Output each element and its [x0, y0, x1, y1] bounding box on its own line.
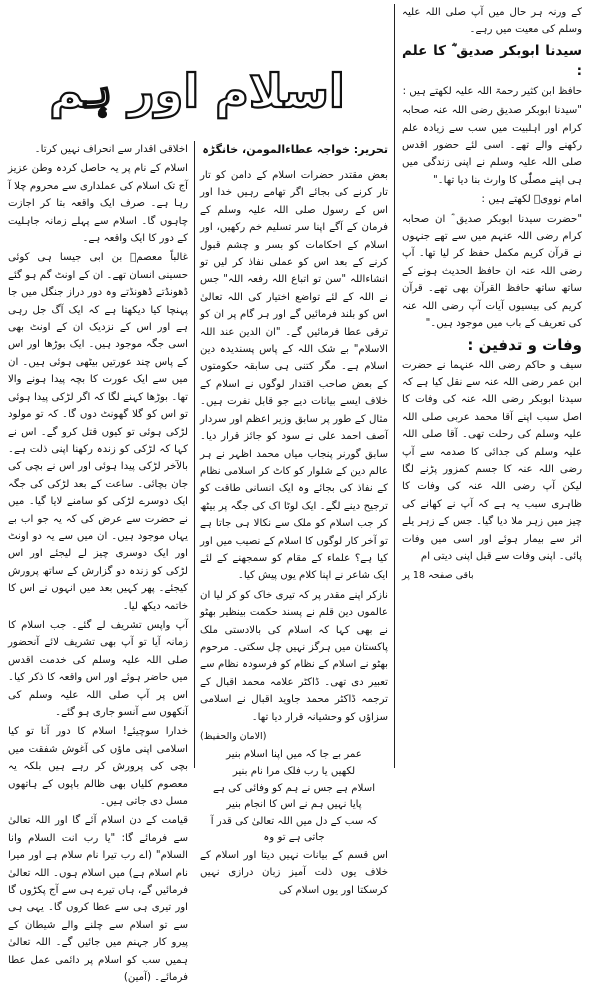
- poem-line: اسلام ہے جس نے ہم کو وفائی کی ہے: [212, 782, 376, 794]
- paragraph: بعض مقتدر حضرات اسلام کے دامن کو تار تار کرنے کی بجائے اگر تھامے رہیں خدا اور اس کے رسول صلی اللہ علیہ وسلم کے فرمان کے آگے اپنا سر تسلیم خم رکھیں، اور اسلام کے احکامات کو بسر و چشم قبول کرنے کے بعد اس کو عملی نفاذ کر لیں تو انشاءاللہ "سن تو اتباع اللہ رفعہ اللہ" جس نے اللہ کے لئے تواضع اختیار کی اللہ تعالیٰ اس کو بلند فرمائیں گے اور ہر گام پر ان کو ترقی عطا فرمائیں گے۔ "ان الدین عند اللہ الاسلام" بے شک اللہ کے پاس پسندیدہ دین اسلام ہے۔ مگر کتنی ہی سابقہ حکومتوں کے بعض صاحب اقتدار لوگوں نے اسلام کے خلاف ایسے بیانات دیے جو قابل نفرت ہیں۔ مثال کے طور پر سابق وزیر اعظم اور سردار آصف احمد علی نے سود کو جائز قرار دیا۔ سابق گورنر پنجاب میاں محمد اظہر نے ہر عالم دین کے شلوار کو کاٹ کر اسلامی نظام کے نفاذ کی بجائے وہ ایک انسانی طاقت کو ترجیح دینے لگے۔ ایک لوٹا اک کی جگہ پر بیٹھ کر جب اسلام کو ملک سے نکالا ہی جاتا ہے تو آخر کار لوگوں کا اسلام کے نصیب میں اور کیا ہے؟ علماء کے مقام کو سمجھنے کے لئے ایک شاعر نے اپنا کلام یوں پیش کیا۔: [200, 170, 388, 582]
- paragraph: اس قسم کے بیانات نہیں دیتا اور اسلام کے خلاف یوں ذلت آمیز زبان درازی نہیں کرسکتا اور یوں اسلام کی: [200, 849, 388, 896]
- paragraph: آپ واپس تشریف لے گئے۔ جب اسلام کا زمانہ آیا تو آپ بھی تشریف لائے آنحضور صلی اللہ علیہ وسلم کی خدمت اقدس میں حاضر ہوئے اور اس واقعہ کا ذکر کیا۔ اس پر آپ صلی اللہ علیہ وسلم کی آنکھوں سے آنسو جاری ہو گئے۔: [8, 619, 188, 718]
- paragraph: سیف و حاکم رضی اللہ عنہما نے حضرت ابن عمر رضی اللہ عنہ سے نقل کیا ہے کہ سیدنا ابوبکر رضی اللہ عنہ کی وفات کا اصل سبب اپنے آقا محمد عربی صلی اللہ علیہ وسلم کی رحلت تھی۔ آقا صلی اللہ علیہ وسلم کی جدائی کا صدمہ سے آپ رضی اللہ عنہ کا جسم کمزور پڑنے لگا لیکن آپ رضی اللہ عنہ کی وفات کا ظاہری سبب یہ ہے کہ آپ نے کھانے کی چیز میں زہر ملا دیا گیا۔ جس کے زہر یلے اثر سے بیمار ہوئے اور اسی میں وفات پائی۔ اپنی وفات سے قبل اپنی دیتی ام: [402, 359, 582, 562]
- poem-line: عمر بے جا کہ میں اپنا اسلام بنیر: [226, 749, 362, 761]
- paragraph: خدارا سوچیئے! اسلام کا دور آنا تو کیا اسلامی اپنی ماؤں کی آغوش شفقت میں بچی کی پرورش کر رہے ہیں بلکہ یہ معصوم کلیاں بھی ظالم باپوں کے ہاتھوں مسل دی جاتی ہیں۔: [8, 726, 188, 808]
- poem-line: پایا نہیں ہم نے اس کا انجام بنیر: [226, 799, 362, 811]
- paragraph: اخلاقی اقدار سے انحراف نہیں کرتا۔: [34, 144, 188, 155]
- masthead-logo: [12, 55, 382, 127]
- quote-paragraph: "حضرت سیدنا ابوبکر صدیق ؓ ان صحابہ کرام رضی اللہ عنہم میں سے تھے جنہوں نے قرآن کریم مکمل حفظ کر لیا تھا۔ آپ رضی اللہ عنہ ان حافظ الحدیث ہونے کے ساتھ ساتھ حافظ القرآن بھی تھے۔ قرآن کریم کی بیسیوں آیات آپ رضی اللہ عنہ کی تعریف کے باب میں موجود ہیں۔": [402, 213, 582, 330]
- intro-text: کے ورنہ ہر حال میں آپ صلی اللہ علیہ وسلم کی معیت میں رہے۔: [402, 7, 582, 36]
- masthead: [12, 55, 382, 127]
- continued-note: باقی صفحہ 18 پر: [402, 570, 474, 582]
- paragraph: نازکر اپنے مقدر پر کہ تیری خاک کو کر لیا ان عالموں دین قلم نے پسند حکمت بینظیر بھٹو نے بھی کہا کہ اسلام کی بالادستی ملک پاکستان میں ہرگز نہیں چل سکتی۔ مرحوم بھٹو نے اسلام کے نظام کو فرسودہ نظام سے تعبیر دی تھی۔ ڈاکٹر علامہ محمد اقبال کے ترجمہ ڈاکٹر محمد جاوید اقبال نے اسلامی سزاؤں کو وحشیانہ قرار دیا تھا۔: [200, 589, 388, 723]
- paragraph: قیامت کے دن اسلام آئے گا اور اللہ تعالیٰ سے فرمائے گا: "یا رب انت السلام وانا السلام" (اے رب تیرا نام سلام ہے اور میرا نام اسلام ہے) میں اسلام ہوں۔ اللہ تعالیٰ فرمائیں گے، ہاں تیرے ہی سے آج پکڑوں گا اور تیری ہی سے عطا کروں گا۔ یہی ہی سے تو اسلام سے چلنے والے شیطان کے پیرو کار جہنم میں جائیں گے۔ اللہ تعالیٰ ہمیں سب کو اسلام پر دائمی عمل عطا فرمائے۔ (آمین): [8, 815, 188, 984]
- paragraph: اسلام کے نام پر یہ حاصل کردہ وطن عزیز آج تک اسلام کی عملداری سے محروم چلا آ رہا ہے۔ صرف ایک واقعہ بتا کر اجازت چاہوں گا۔ اسلام سے پہلے زمانہ جاہلیت کے دور کا ایک واقعہ ہے۔: [8, 163, 188, 245]
- paragraph: غالباً معصمؓ بن ابی جیسا ہی کوئی حسینی انسان تھے۔ ان کے اونٹ گم ہو گئے ڈھونڈتے ڈھونڈتے وہ دور دراز جنگل میں جا پہنچا کیا دیکھتا ہے کہ ایک آگ جل رہی ہے اور اس کے نزدیک ان کے اونٹ بھی اسی جگہ موجود ہیں۔ ایک بوڑھا اور اس کے پاس چند عورتیں بیٹھی ہوئی ہیں۔ ان میں سے ایک عورت کا بچہ پیدا ہونے والا تھا۔ بوڑھا کہنے لگا کہ اگر لڑکی پیدا ہوئی تو اس کو گلا گھونٹ دوں گا۔ کہ تو مولود لڑکی ہوئی تو کیوں قتل کرو گے۔ اس نے کہا کہ لڑکی کو زندہ رکھنا اپنی ذلت ہے۔ بالآخر لڑکی پیدا ہوئی اور اس نے بچی کی جان بچائی۔ ساعت کے بعد لڑکی کی جگہ ایک دوسرے لڑکی کو سامنے لایا گیا۔ میں نے حضرت سے عرض کی کہ یہ جو اب بے یہاں موجود ہیں۔ ان میں سے یہ دو اونٹ اور ایک دوسری چیز لے لیجئے اور اس لڑکی کو زندہ دو گزارش کے ساتھ پرورش کیجئے۔ پھر کہیں بعد میں انہوں نے اس کا خاتمہ دیکھ لیا۔: [8, 252, 188, 612]
- right-column: [402, 4, 582, 768]
- poem: [200, 747, 388, 847]
- left-column: [8, 141, 188, 984]
- middle-column: [200, 167, 388, 896]
- title-text: اسلام اور ہم: [49, 64, 345, 118]
- poem-line: کہ سب کے دل میں اللہ تعالیٰ کی قدر آ جاتی ہے تو وہ: [210, 815, 378, 844]
- poem-line: لکھیں یا رب فلک مرا نام بنیر: [232, 766, 356, 777]
- column-divider: [194, 141, 195, 768]
- paragraph: حافظ ابن کثیر رحمۃ اللہ علیہ لکھتے ہیں :: [402, 85, 582, 97]
- quote-paragraph: "سیدنا ابوبکر صدیق رضی اللہ عنہ صحابہ کرام اور اہلبیت میں سب سے زیادہ علم رکھنے والے تھے۔ اسی لئے حضور اقدس صلی اللہ علیہ وسلم نے اپنی زندگی میں ہی اپنے مصلّٰی کا وارث بنا دیا تھا۔": [402, 105, 582, 186]
- column-divider: [394, 4, 395, 768]
- paragraph: امام نوویؒ لکھتے ہیں :: [481, 194, 582, 206]
- heading-knowledge: سیدنا ابوبکر صدیق ؓ کا علم :: [402, 42, 582, 79]
- citation: (الامان والحفیظ): [200, 731, 267, 742]
- byline: تحریر: خواجہ عطاءالمومن، خانگڑہ: [202, 143, 388, 156]
- heading-burial: وفات و تدفین :: [467, 335, 582, 354]
